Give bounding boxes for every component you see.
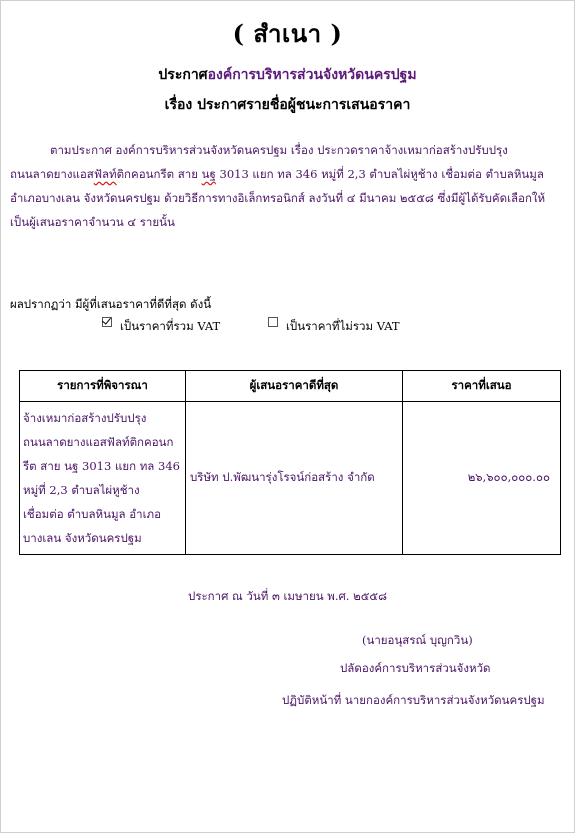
body-paragraph bbox=[10, 138, 565, 234]
signatory-position-2: ปฏิบัติหน้าที่ นายกองค์การบริหารส่วนจังหวัดนครปฐม bbox=[282, 693, 545, 707]
table-header-row bbox=[20, 371, 561, 402]
vat-included-checkbox[interactable] bbox=[102, 317, 112, 327]
vat-included-option[interactable] bbox=[102, 318, 220, 336]
signatory-name: (นายอนุสรณ์ บุญกวิน) bbox=[362, 633, 473, 647]
announcement-date: ประกาศ ณ วันที่ ๓ เมษายน พ.ศ. ๒๕๕๘ bbox=[188, 589, 387, 603]
body-line-2: ถนนลาดยางแอสฟัลท์ติกคอนกรีต สาย นฐ 3013 แยก ทล 346 หมู่ที่ 2,3 ตำบลไผ่หูช้าง เชื่อมต่อ ตำบลหินมูล bbox=[10, 167, 544, 181]
body-line-4: เป็นผู้เสนอราคาจำนวน ๔ รายนั้น bbox=[10, 215, 175, 229]
announcement-heading bbox=[0, 64, 575, 86]
vat-included-label: เป็นราคาที่รวม VAT bbox=[120, 319, 221, 333]
subject-heading: เรื่อง ประกาศรายชื่อผู้ชนะการเสนอราคา bbox=[164, 97, 411, 113]
item-cell: จ้างเหมาก่อสร้างปรับปรุง ถนนลาดยางแอสฟัลท์ติกคอนก รีต สาย นฐ 3013 แยก ทล 346 หมู่ที่ 2,3 ตำบลไผ่หูช้าง เชื่อมต่อ ตำบลหินมูล อำเภอ บางเลน จังหวัดนครปฐม bbox=[20, 402, 186, 555]
signatory-position-1: ปลัดองค์การบริหารส่วนจังหวัด bbox=[340, 661, 491, 675]
heading-prefix: ประกาศ bbox=[158, 67, 208, 83]
vat-excluded-label: เป็นราคาที่ไม่รวม VAT bbox=[286, 319, 400, 333]
body-line-1: ตามประกาศ องค์การบริหารส่วนจังหวัดนครปฐม เรื่อง ประกวดราคาจ้างเหมาก่อสร้างปรับปรุง bbox=[50, 143, 508, 157]
misspelled-word: นฐ bbox=[201, 167, 216, 181]
header-price: ราคาที่เสนอ bbox=[403, 371, 561, 402]
misspelled-word: ฟัลท์ bbox=[93, 167, 117, 181]
header-item: รายการที่พิจารณา bbox=[20, 371, 186, 402]
copy-title: ( สำเนา ) bbox=[232, 19, 343, 48]
table-row bbox=[20, 402, 561, 555]
price-cell: ๒๖,๖๐๐,๐๐๐.๐๐ bbox=[403, 402, 561, 555]
winner-table bbox=[19, 370, 561, 555]
body-line-3: อำเภอบางเลน จังหวัดนครปฐม ด้วยวิธีการทางอิเล็กทรอนิกส์ ลงวันที่ ๔ มีนาคม ๒๕๕๘ ซึ่งมีผู้ได้รับคัดเลือกให้ bbox=[10, 191, 546, 205]
header-bidder: ผู้เสนอราคาดีที่สุด bbox=[186, 371, 403, 402]
result-line: ผลปรากฏว่า มีผู้ที่เสนอราคาที่ดีที่สุด ดังนี้ bbox=[10, 297, 212, 311]
bidder-cell: บริษัท ป.พัฒนารุ่งโรจน์ก่อสร้าง จำกัด bbox=[186, 402, 403, 555]
vat-excluded-option[interactable] bbox=[268, 318, 400, 336]
vat-excluded-checkbox[interactable] bbox=[268, 317, 278, 327]
heading-organization: องค์การบริหารส่วนจังหวัดนครปฐม bbox=[207, 67, 417, 83]
